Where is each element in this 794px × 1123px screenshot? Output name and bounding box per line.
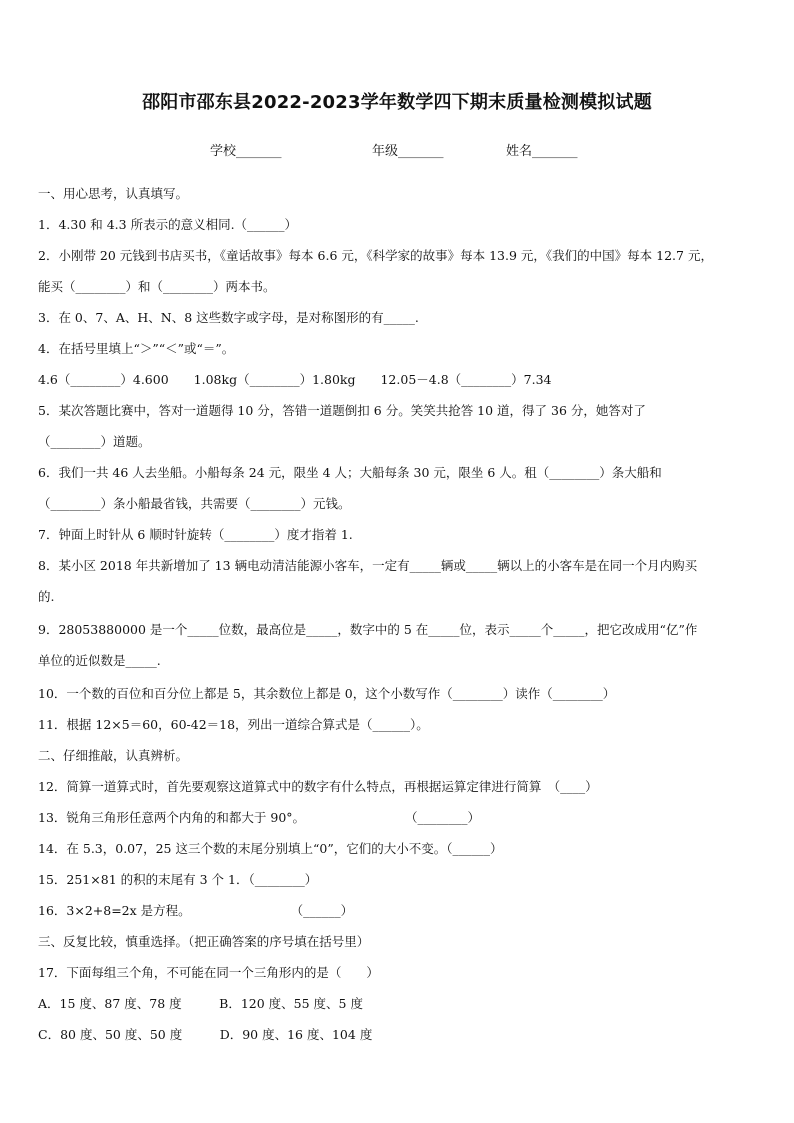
- question-7: 7．钟面上时针从 6 顺时针旋转（________）度才指着 1.: [38, 527, 353, 542]
- question-4: 4．在括号里填上“＞”“＜”或“＝”。: [38, 341, 235, 356]
- question-17-options-ab: A．15 度、87 度、78 度 B．120 度、55 度、5 度: [38, 996, 363, 1011]
- section-heading-1: 一、用心思考，认真填写。: [38, 186, 189, 201]
- question-6-line-2: （________）条小船最省钱，共需要（________）元钱。: [38, 496, 351, 511]
- question-1: 1．4.30 和 4.3 所表示的意义相同.（______）: [38, 217, 298, 232]
- question-2-line-2: 能买（________）和（________）两本书。: [38, 279, 276, 294]
- question-5-line-2: （________）道题。: [38, 434, 151, 449]
- school-field: 学校_______: [210, 144, 282, 159]
- question-14: 14．在 5.3，0.07，25 这三个数的末尾分别填上“0”，它们的大小不变。（______）: [38, 841, 503, 856]
- question-4-items: 4.6（________）4.600 1.08kg（________）1.80kg 12.05－4.8（________）7.34: [38, 372, 552, 387]
- question-15: 15．251×81 的积的末尾有 3 个 1．（________）: [38, 872, 318, 887]
- question-2-line-1: 2．小刚带 20 元钱到书店买书，《童话故事》每本 6.6 元，《科学家的故事》每本 13.9 元，《我们的中国》每本 12.7 元，: [38, 248, 713, 263]
- question-9-line-2: 单位的近似数是_____.: [38, 653, 161, 668]
- name-field: 姓名_______: [506, 144, 578, 159]
- question-16: 16．3×2+8=2x 是方程。 （______）: [38, 903, 354, 918]
- question-3: 3．在 0、7、A、H、N、8 这些数字或字母，是对称图形的有_____.: [38, 310, 419, 325]
- question-list: [38, 178, 760, 1050]
- question-10: 10．一个数的百位和百分位上都是 5，其余数位上都是 0，这个小数写作（________）读作（________）: [38, 686, 616, 701]
- section-heading-2: 二、仔细推敲，认真辨析。: [38, 748, 189, 763]
- section-heading-3: 三、反复比较，慎重选择。（把正确答案的序号填在括号里）: [38, 934, 370, 949]
- question-5-line-1: 5．某次答题比赛中，答对一道题得 10 分，答错一道题倒扣 6 分。笑笑共抢答 10 道，得了 36 分，她答对了: [38, 403, 646, 418]
- question-11: 11．根据 12×5＝60，60-42＝18，列出一道综合算式是（______）。: [38, 717, 429, 732]
- question-8-line-2: 的.: [38, 589, 55, 604]
- question-17-options-cd: C．80 度、50 度、50 度 D．90 度、16 度、104 度: [38, 1027, 373, 1042]
- question-8-line-1: 8．某小区 2018 年共新增加了 13 辆电动清洁能源小客车，一定有_____辆或_____辆以上的小客车是在同一个月内购买: [38, 558, 698, 573]
- question-17: 17．下面每组三个角，不可能在同一个三角形内的是（ ）: [38, 965, 379, 980]
- question-13: 13．锐角三角形任意两个内角的和都大于 90°。 （________）: [38, 810, 481, 825]
- grade-field: 年级_______: [372, 144, 444, 159]
- question-6-line-1: 6．我们一共 46 人去坐船。小船每条 24 元，限坐 4 人；大船每条 30 元，限坐 6 人。租（________）条大船和: [38, 465, 662, 480]
- page-title: 邵阳市邵东县2022-2023学年数学四下期末质量检测模拟试题: [142, 92, 652, 113]
- question-9-line-1: 9．28053880000 是一个_____位数，最高位是_____，数字中的 5 在_____位，表示_____个_____，把它改成用“亿”作: [38, 622, 698, 637]
- question-12: 12．简算一道算式时，首先要观察这道算式中的数字有什么特点，再根据运算定律进行简算 （____）: [38, 779, 598, 794]
